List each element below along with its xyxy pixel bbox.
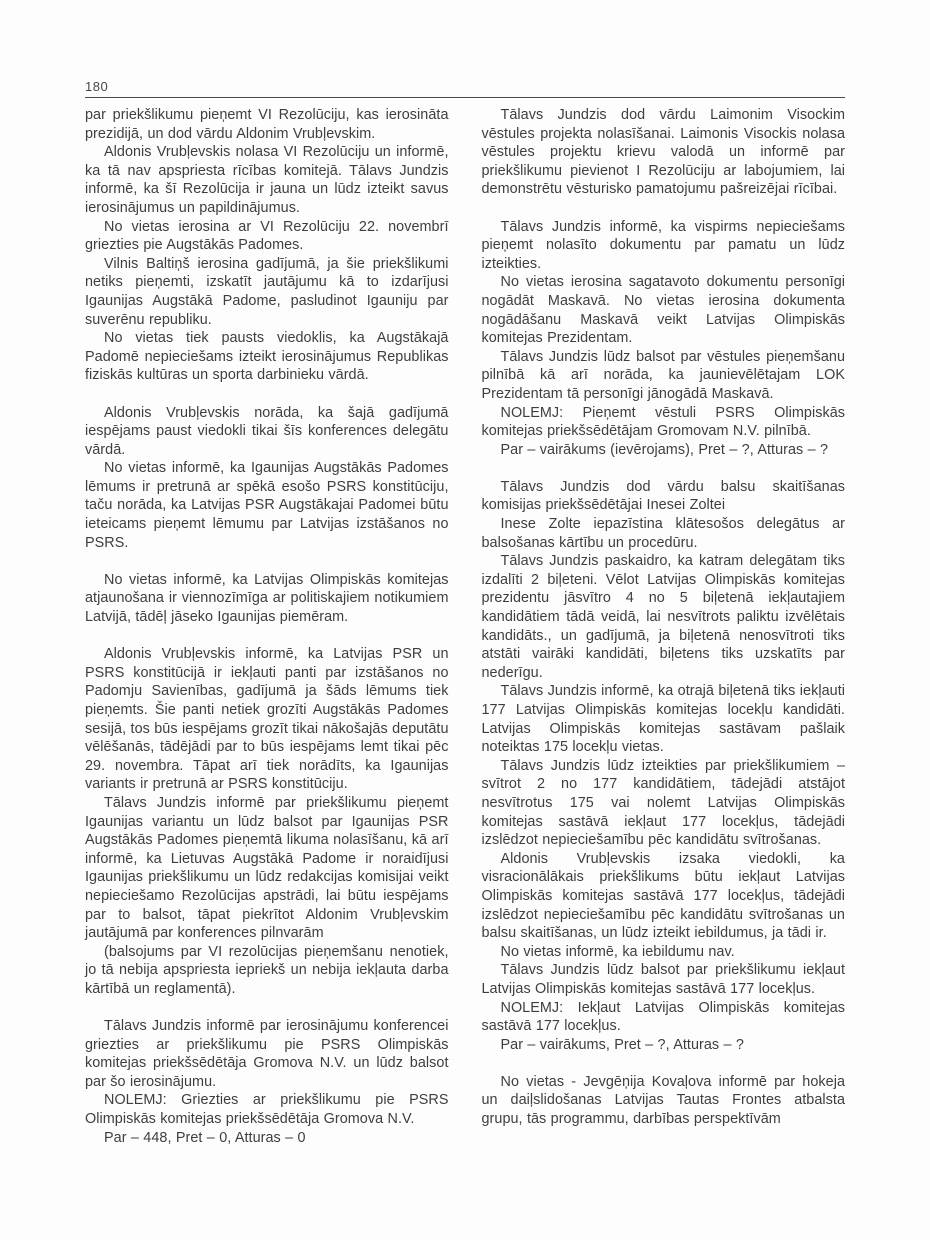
right-column <box>482 106 846 1147</box>
paragraph: Tālavs Jundzis paskaidro, ka katram delegātam tiks izdalīti 2 biļeteni. Vēlot Latvijas Olimpiskās komitejas prezidentu jāsvītro 4 no 5 biļetenā iekļautajiem kandidātiem tādā veidā, lai nesvītrots paliktu izvēlētais kandidāts., un gadījumā, ja biļetenā nenosvītroti tiks atstāti vairāki kandidāti, biļetens tiks uzskatīts par nederīgu. <box>481 553 845 681</box>
page-header <box>85 78 845 98</box>
paragraph: Par – vairākums (ievērojams), Pret – ?, Atturas – ? <box>500 441 829 458</box>
paragraph: No vietas ierosina ar VI Rezolūciju 22. novembrī griezties pie Augstākās Padomes. <box>85 218 449 254</box>
paragraph: No vietas informē, ka iebildumu nav. <box>500 943 735 960</box>
paragraph: Tālavs Jundzis informē par ierosinājumu konferencei griezties ar priekšlikumu pie PSRS Olimpiskās komitejas priekšsēdētāja Gromova N.V. un lūdz balsot par šo ierosinājumu. <box>85 1018 449 1090</box>
paragraph: No vietas - Jevgēņija Kovaļova informē par hokeja un daiļslidošanas Latvijas Tautas Frontes atbalsta grupu, tās programmu, darbības perspektīvām <box>481 1073 845 1128</box>
left-column <box>85 106 449 1147</box>
paragraph: Aldonis Vrubļevskis norāda, ka šajā gadījumā iespējams paust viedokli tikai šīs konferences delegātu vārdā. <box>85 404 449 458</box>
paragraph: (balsojums par VI rezolūcijas pieņemšanu nenotiek, jo tā nebija apspriesta iepriekš un nebija iekļauta darba kārtībā un reglamentā). <box>85 943 449 997</box>
paragraph: Tālavs Jundzis lūdz balsot par priekšlikumu iekļaut Latvijas Olimpiskās komitejas sastāvā 177 locekļus. <box>481 962 845 997</box>
paragraph: Tālavs Jundzis lūdz balsot par vēstules pieņemšanu pilnībā kā arī norāda, ka jaunievēlētajam LOK Prezidentam tā personīgi jānogādā Maskavā. <box>481 348 845 402</box>
page-number: 180 <box>85 79 109 94</box>
paragraph: No vietas informē, ka Latvijas Olimpiskās komitejas atjaunošana ir viennozīmīga ar politiskajiem notikumiem Latvijā, tādēļ jāseko Igaunijas piemēram. <box>85 571 449 626</box>
paragraph: par priekšlikumu pieņemt VI Rezolūciju, kas ierosināta prezidijā, un dod vārdu Aldonim Vrubļevskim. <box>85 107 449 142</box>
paragraph: Par – vairākums, Pret – ?, Atturas – ? <box>500 1036 744 1053</box>
header-rule <box>85 97 845 98</box>
paragraph: No vietas ierosina sagatavoto dokumentu personīgi nogādāt Maskavā. No vietas ierosina dokumenta nogādāšanu Maskavā veikt Latvijas Olimpiskās komitejas Prezidentam. <box>481 274 845 347</box>
paragraph: Tālavs Jundzis dod vārdu Laimonim Visockim vēstules projekta nolasīšanai. Laimonis Visockis nolasa vēstules projektu krievu valodā un informē par priekšlikumu pievienot I Rezolūciju ar labojumiem, lai demonstrētu vēsturisko pamatojumu pašreizējai rīcībai. <box>481 107 845 198</box>
paragraph: Tālavs Jundzis informē par priekšlikumu pieņemt Igaunijas variantu un lūdz balsot par Igaunijas PSR Augstākās Padomes pieņemtā likuma nolasīšanu, kā arī informē, ka Lietuvas Augstākā Padome ir noraidījusi Igaunijas priekšlikumu un lūdz redakcijas komisijai veikt nepieciešamo Rezolūcijas apstrādi, lai būtu iespējams par to balsot, tāpat piekrītot Aldonim Vrubļevskim jautājumā par konferences pilnvarām <box>85 794 449 942</box>
paragraph: Inese Zolte iepazīstina klātesošos delegātus ar balsošanas kārtību un procedūru. <box>481 516 845 551</box>
paragraph: Tālavs Jundzis dod vārdu balsu skaitīšanas komisijas priekšsēdētājai Inesei Zoltei <box>481 478 845 514</box>
paragraph: Aldonis Vrubļevskis informē, ka Latvijas PSR un PSRS konstitūcijā ir iekļauti panti par izstāšanos no Padomju Savienības, gadījumā ja šāds lēmums tiek pieņemts. Šie panti netiek grozīti Augstākās Padomes sesijā, tos būs iespējams grozīt tikai nākošajās deputātu vēlēšanās, tādējādi par to būs iespējams lemt tikai pēc 29. novembra. Tāpat arī tiek norādīts, ka Igaunijas variants ir pretrunā ar PSRS konstitūciju. <box>85 646 449 793</box>
paragraph: Tālavs Jundzis informē, ka otrajā biļetenā tiks iekļauti 177 Latvijas Olimpiskās komitejas locekļu kandidāti. Latvijas Olimpiskās komitejas sastāvam pašlaik noteiktas 175 locekļu vietas. <box>481 683 845 756</box>
paragraph: Aldonis Vrubļevskis nolasa VI Rezolūciju un informē, ka tā nav apspriesta rīcības komitejā. Tālavs Jundzis informē, ka šī Rezolūcija ir jauna un lūdz izteikt savus ierosinājumus un papildinājumus. <box>85 144 449 216</box>
paragraph: NOLEMJ: Iekļaut Latvijas Olimpiskās komitejas sastāvā 177 locekļus. <box>481 999 845 1035</box>
paragraph: NOLEMJ: Griezties ar priekšlikumu pie PSRS Olimpiskās komitejas priekšsēdētāja Gromova N.V. <box>85 1092 449 1128</box>
paragraph: Tālavs Jundzis lūdz izteikties par priekšlikumiem – svītrot 2 no 177 kandidātiem, tādejādi atstājot nesvītrotus 175 vai nolemt Latvijas Olimpiskās komitejas sastāvā iekļaut 177 locekļus, tādejādi izslēdzot nepieciešamību pēc kandidātu svītrošanas. <box>481 757 845 849</box>
paragraph: Vilnis Baltiņš ierosina gadījumā, ja šie priekšlikumi netiks pieņemti, izskatīt jautājumu kā to izdarījusi Igaunijas Augstākā Padome, pasludinot Igauniju par suverēnu republiku. <box>85 255 449 328</box>
paragraph: Tālavs Jundzis informē, ka vispirms nepieciešams pieņemt nolasīto dokumentu par pamatu un lūdz izteikties. <box>481 218 845 272</box>
paragraph: Par – 448, Pret – 0, Atturas – 0 <box>104 1129 306 1146</box>
paragraph: NOLEMJ: Pieņemt vēstuli PSRS Olimpiskās komitejas priekšsēdētājam Gromovam N.V. pilnībā. <box>481 404 845 440</box>
paragraph: No vietas informē, ka Igaunijas Augstākās Padomes lēmums ir pretrunā ar spēkā esošo PSRS konstitūciju, taču norāda, ka Latvijas PSR Augstākajai Padomei būtu ieteicams pieņemt lēmumu par Latvijas izstāšanos no PSRS. <box>85 460 449 551</box>
paragraph: Aldonis Vrubļevskis izsaka viedokli, ka visracionālākais priekšlikums būtu iekļaut Latvijas Olimpiskās komitejas sastāvā 177 locekļus, tādejādi izslēdzot nepieciešamību pēc kandidātu svītrošanas un balsu skaitīšanas, un lūdz izteikt iebildumus, ja tādi ir. <box>481 850 845 942</box>
paragraph: No vietas tiek pausts viedoklis, ka Augstākajā Padomē nepieciešams izteikt ierosinājumus Republikas fiziskās kultūras un sporta darbinieku vārdā. <box>85 330 449 384</box>
text-columns <box>85 106 845 1147</box>
